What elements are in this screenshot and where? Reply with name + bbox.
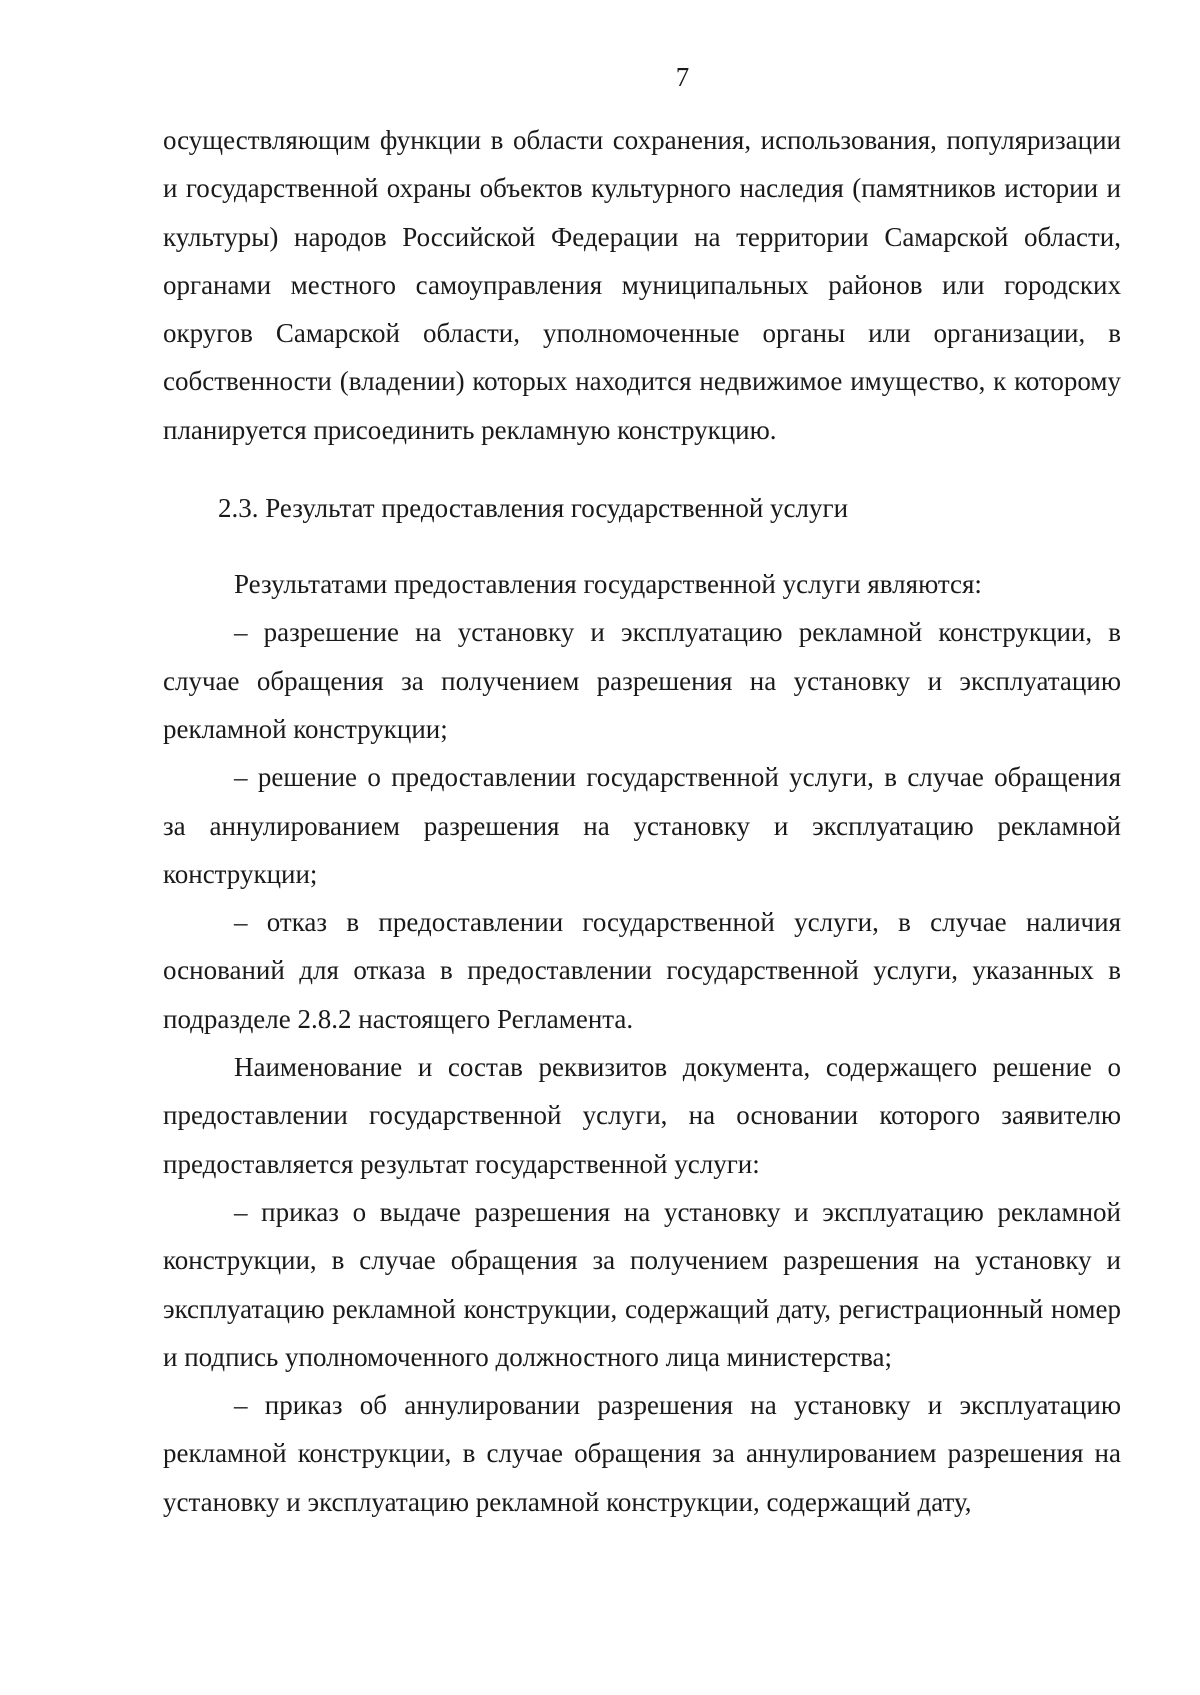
results-intro-paragraph: Результатами предоставления государственной услуги являются: [234, 569, 982, 600]
result-item-decision: – решение о предоставлении государственной услуги, в случае обращения за аннулированием разрешения на установку и эксплуатацию рекламной конструкции; [163, 762, 1121, 889]
result-item-refusal: – отказ в предоставлении государственной услуги, в случае наличия оснований для отказа в предоставлении государственной услуги, указанных в подразделе 2.8.2 настоящего Регламента. [163, 907, 1121, 1034]
document-requisites-paragraph: Наименование и состав реквизитов документа, содержащего решение о предоставлении государственной услуги, на основании которого заявителю предоставляется результат государственной услуги: [163, 1052, 1121, 1179]
page-number: 7 [675, 62, 690, 92]
order-item-issuance: – приказ о выдаче разрешения на установку и эксплуатацию рекламной конструкции, в случае обращения за получением разрешения на установку и эксплуатацию рекламной конструкции, содержащий дату, регистрационный номер и подпись уполномоченного должностного лица министерства; [163, 1196, 1121, 1372]
order-item-annulment: – приказ об аннулировании разрешения на установку и эксплуатацию рекламной конструкции, в случае обращения за аннулированием разрешения на установку и эксплуатацию рекламной конструкции, содержащий дату, [163, 1390, 1121, 1517]
continuation-paragraph: осуществляющим функции в области сохранения, использования, популяризации и государственной охраны объектов культурного наследия (памятников истории и культуры) народов Российской Федерации на территории Самарской области, органами местного самоуправления муниципальных районов или городских округов Самарской области, уполномоченные органы или организации, в собственности (владении) которых находится недвижимое имущество, к которому планируется присоединить рекламную конструкцию. [163, 125, 1121, 445]
section-heading: 2.3. Результат предоставления государственной услуги [218, 493, 849, 524]
result-item-permit: – разрешение на установку и эксплуатацию рекламной конструкции, в случае обращения за получением разрешения на установку и эксплуатацию рекламной конструкции; [163, 617, 1121, 744]
document-body [163, 116, 1121, 1526]
